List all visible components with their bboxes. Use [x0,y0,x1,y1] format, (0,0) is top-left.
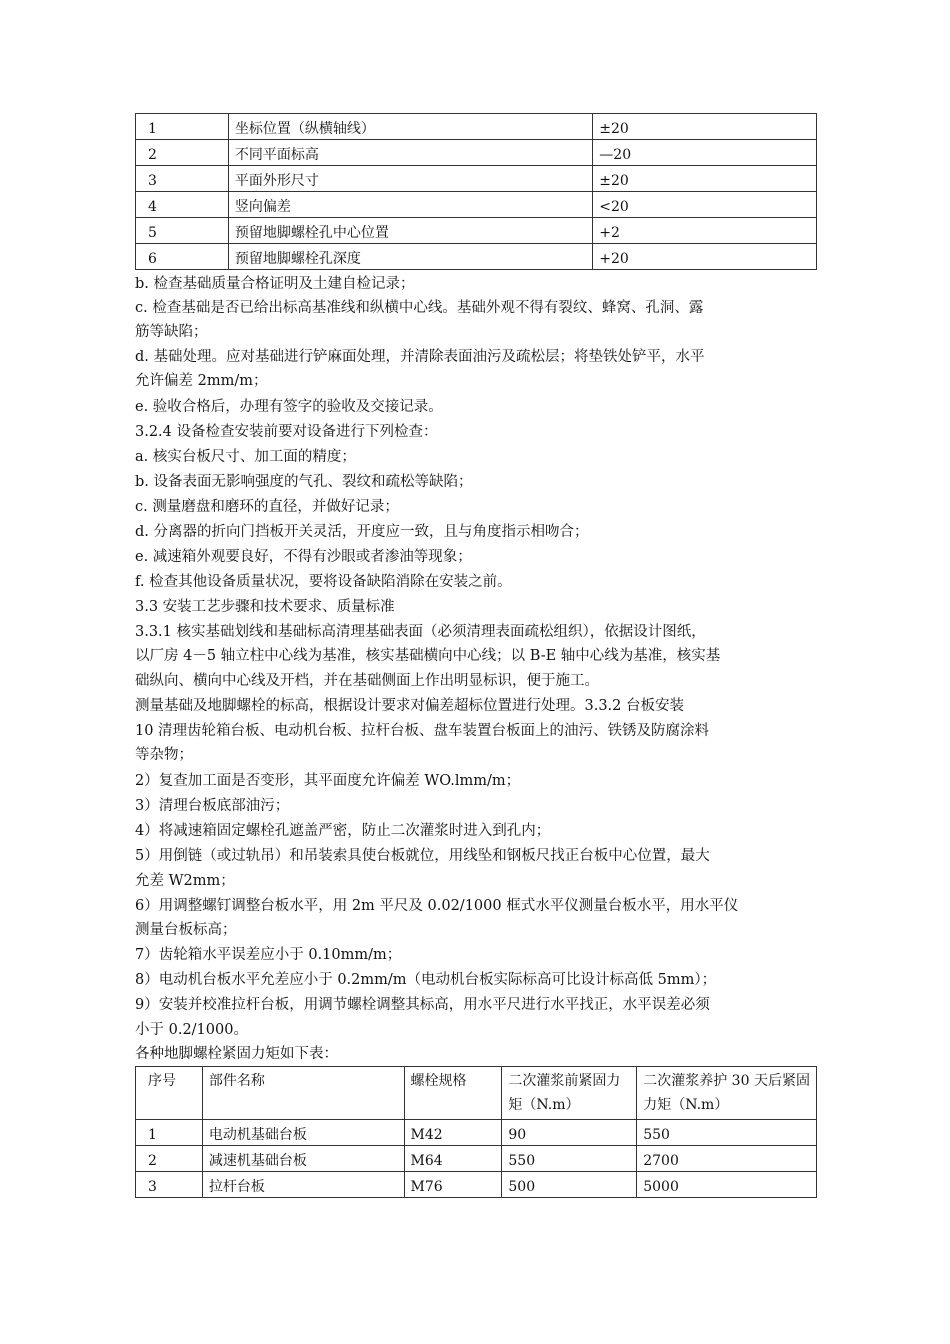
header-cell: 序号 [136,1067,203,1120]
table-row [136,1120,817,1146]
body-line: 8）电动机台板水平允差应小于 0.2mm/m（电动机台板实际标高可比设计标高低 5mm）； [135,972,717,988]
header-cell: 二次灌浆前紧固力矩（N.m） [502,1067,637,1120]
check-item: 不同平面标高 [228,140,592,166]
body-line: 以厂房 4－5 轴立柱中心线为基准，核实基础横向中心线；以 B-E 轴中心线为基准，核实基 [135,648,721,664]
table-row [136,218,817,244]
table-cell: 2 [136,1146,203,1172]
body-line: c. 检查基础是否已给出标高基准线和纵横中心线。基础外观不得有裂纹、蜂窝、孔洞、露 [135,300,704,316]
table-cell: 500 [502,1172,637,1198]
table-cell: 减速机基础台板 [202,1146,404,1172]
body-line: d. 分离器的折向门挡板开关灵活，开度应一致，且与角度指示相吻合； [135,524,589,540]
header-cell: 螺栓规格 [404,1067,502,1120]
body-line: 5）用倒链（或过轨吊）和吊装索具使台板就位，用线坠和钢板尺找正台板中心位置，最大 [135,848,710,864]
torque-table [135,1066,817,1198]
table-cell: 1 [136,1120,203,1146]
allowed-deviation: ±20 [593,166,817,192]
table-cell: M64 [404,1146,502,1172]
body-line: 等杂物； [135,747,193,763]
table-row [136,192,817,218]
check-item: 竖向偏差 [228,192,592,218]
body-line: b. 设备表面无影响强度的气孔、裂纹和疏松等缺陷； [135,474,473,490]
body-line: 各种地脚螺栓紧固力矩如下表： [135,1046,338,1062]
body-line: c. 测量磨盘和磨环的直径，并做好记录； [135,499,399,515]
body-line: 2）复查加工面是否变形，其平面度允许偏差 WO.lmm/m； [135,773,521,789]
allowed-deviation: +20 [593,244,817,270]
body-line: 础纵向、横向中心线及开档，并在基础侧面上作出明显标识，便于施工。 [135,673,599,689]
table-row [136,166,817,192]
table-cell: 90 [502,1120,637,1146]
table-row [136,244,817,270]
header-cell: 二次灌浆养护 30 天后紧固力矩（N.m） [637,1067,817,1120]
table-cell: 5000 [637,1172,817,1198]
body-line: 测量台板标高； [135,922,237,938]
table-cell: 550 [637,1120,817,1146]
body-line: 允差 W2mm； [135,873,235,889]
section-heading: 3.3 安装工艺步骤和技术要求、质量标准 [135,599,395,615]
body-line: 小于 0.2/1000。 [135,1022,248,1038]
row-number: 3 [136,166,229,192]
table-row [136,1172,817,1198]
body-line: 3.3.1 核实基础划线和基础标高清理基础表面（必须清理表面疏松组织），依据设计图纸， [135,624,706,640]
body-line: f. 检查其他设备质量状况，要将设备缺陷消除在安装之前。 [135,574,512,590]
row-number: 5 [136,218,229,244]
body-line: a. 核实台板尺寸、加工面的精度； [135,449,356,465]
row-number: 4 [136,192,229,218]
body-line: e. 减速箱外观要良好，不得有沙眼或者渗油等现象； [135,549,472,565]
body-line: 6）用调整螺钉调整台板水平，用 2m 平尺及 0.02/1000 框式水平仪测量台板水平，用水平仪 [135,898,739,914]
body-line: 9）安装并校准拉杆台板，用调节螺栓调整其标高，用水平尺进行水平找正，水平误差必须 [135,997,710,1013]
row-number: 6 [136,244,229,270]
body-line: 10 清理齿轮箱台板、电动机台板、拉杆台板、盘车装置台板面上的油污、铁锈及防腐涂料 [135,723,710,739]
section-heading: 3.2.4 设备检查安装前要对设备进行下列检查： [135,424,438,440]
table-row [136,140,817,166]
table-row [136,114,817,140]
table-cell: M76 [404,1172,502,1198]
body-line: 筋等缺陷； [135,324,208,340]
body-line: 4）将减速箱固定螺栓孔遮盖严密，防止二次灌浆时进入到孔内； [135,823,551,839]
table-row [136,1146,817,1172]
body-line: 允许偏差 2mm/m； [135,373,268,389]
table-header-row [136,1067,817,1120]
header-cell: 部件名称 [202,1067,404,1120]
body-line: 3）清理台板底部油污； [135,798,290,814]
check-item: 预留地脚螺栓孔中心位置 [228,218,592,244]
table-cell: M42 [404,1120,502,1146]
body-line: 测量基础及地脚螺栓的标高，根据设计要求对偏差超标位置进行处理。3.3.2 台板安装 [135,698,685,714]
allowed-deviation: +2 [593,218,817,244]
table-cell: 2700 [637,1146,817,1172]
table-cell: 电动机基础台板 [202,1120,404,1146]
table-cell: 拉杆台板 [202,1172,404,1198]
table-cell: 3 [136,1172,203,1198]
check-item: 预留地脚螺栓孔深度 [228,244,592,270]
row-number: 1 [136,114,229,140]
check-item: 坐标位置（纵横轴线） [228,114,592,140]
allowed-deviation: —20 [593,140,817,166]
allowed-deviation: ±20 [593,114,817,140]
body-line: d. 基础处理。应对基础进行铲麻面处理，并清除表面油污及疏松层；将垫铁处铲平，水平 [135,349,705,365]
allowed-deviation: <20 [593,192,817,218]
table-cell: 550 [502,1146,637,1172]
body-line: e. 验收合格后，办理有签字的验收及交接记录。 [135,399,443,415]
body-line: 7）齿轮箱水平误差应小于 0.10mm/m； [135,947,402,963]
body-line: b. 检查基础质量合格证明及土建自检记录； [135,276,415,292]
row-number: 2 [136,140,229,166]
tolerance-table [135,113,817,270]
check-item: 平面外形尺寸 [228,166,592,192]
